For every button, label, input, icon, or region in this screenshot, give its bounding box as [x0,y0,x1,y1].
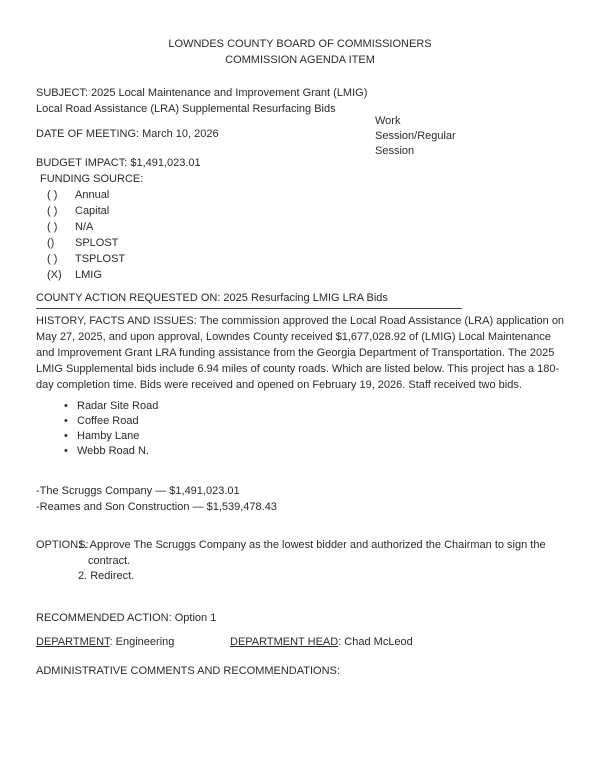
funding-option-label: TSPLOST [75,253,126,265]
funding-option-label: Annual [75,189,110,201]
funding-source-list [47,187,125,283]
checkbox-mark: ( ) [47,221,58,233]
checkbox-mark: ( ) [47,205,58,217]
road-item: • Radar Site Road [64,399,158,414]
options-content [78,538,546,585]
department-head-label: DEPARTMENT HEAD [230,636,339,648]
department-head-field [230,634,413,650]
road-item: • Webb Road N. [64,444,158,459]
funding-option-splost [47,235,125,251]
session-type [375,114,456,159]
department-value: : Engineering [109,636,175,648]
funding-option-annual [47,187,125,203]
department-label: DEPARTMENT [36,636,110,648]
funding-option-capital [47,203,125,219]
subject-block [36,85,367,117]
session-line-1: Work [375,115,401,127]
road-list [64,399,158,459]
checkbox-mark: (X) [47,269,62,281]
options-block [36,538,546,585]
recommended-action: RECOMMENDED ACTION: Option 1 [36,612,217,624]
budget-impact: BUDGET IMPACT: $1,491,023.01 [36,157,201,169]
funding-option-tsplost [47,251,125,267]
options-label: OPTIONS: [36,539,89,551]
funding-option-label: Capital [75,205,110,217]
title-line-2: COMMISSION AGENDA ITEM [225,54,375,66]
session-line-3: Session [375,145,415,157]
meeting-date: DATE OF MEETING: March 10, 2026 [36,128,219,140]
history-facts-issues: HISTORY, FACTS AND ISSUES: The commission approved the Local Road Assistance (LRA) application on May 27, 2025, and upon approval, Lowndes County received $1,677,028.92 of (LMIG) Local Maintenance and Improvement Grant LRA funding assistance from the Georgia Department of Transportation. The 2025 LMIG Supplemental bids include 6.94 miles of county roads. Which are listed below. This project has a 180-day completion time. Bids were received and opened on February 19, 2026. Staff received two bids. [36,315,565,391]
document-title [0,36,600,68]
checkbox-mark: ( ) [47,189,58,201]
administrative-comments: ADMINISTRATIVE COMMENTS AND RECOMMENDATIONS: [36,665,340,677]
bid-item: -The Scruggs Company — $1,491,023.01 [36,485,240,497]
option-1-line-2: contract. [88,554,131,567]
bid-list [36,483,277,515]
department-head-value: : Chad McLeod [338,636,413,648]
checkbox-mark: ( ) [47,253,58,265]
funding-option-label: SPLOST [75,237,119,249]
session-line-2: Session/Regular [375,130,456,142]
option-1-line-1: 1. Approve The Scruggs Company as the lowest bidder and authorized the Chairman to sign the [78,539,546,551]
county-action-requested: COUNTY ACTION REQUESTED ON: 2025 Resurfacing LMIG LRA Bids [36,290,462,309]
funding-option-label: N/A [75,221,94,233]
title-line-1: LOWNDES COUNTY BOARD OF COMMISSIONERS [168,38,432,50]
option-2: 2. Redirect. [78,570,135,582]
subject-line-1: SUBJECT: 2025 Local Maintenance and Improvement Grant (LMIG) [36,87,368,99]
department-field [36,634,174,650]
funding-option-na [47,219,125,235]
road-item: • Coffee Road [64,414,158,429]
road-item: • Hamby Lane [64,429,158,444]
funding-source-label: FUNDING SOURCE: [40,173,144,185]
checkbox-mark: () [47,237,55,249]
subject-line-2: Local Road Assistance (LRA) Supplemental Resurfacing Bids [36,103,336,115]
funding-option-lmig [47,267,125,283]
funding-option-label: LMIG [75,269,102,281]
bid-item: -Reames and Son Construction — $1,539,478.43 [36,501,277,513]
